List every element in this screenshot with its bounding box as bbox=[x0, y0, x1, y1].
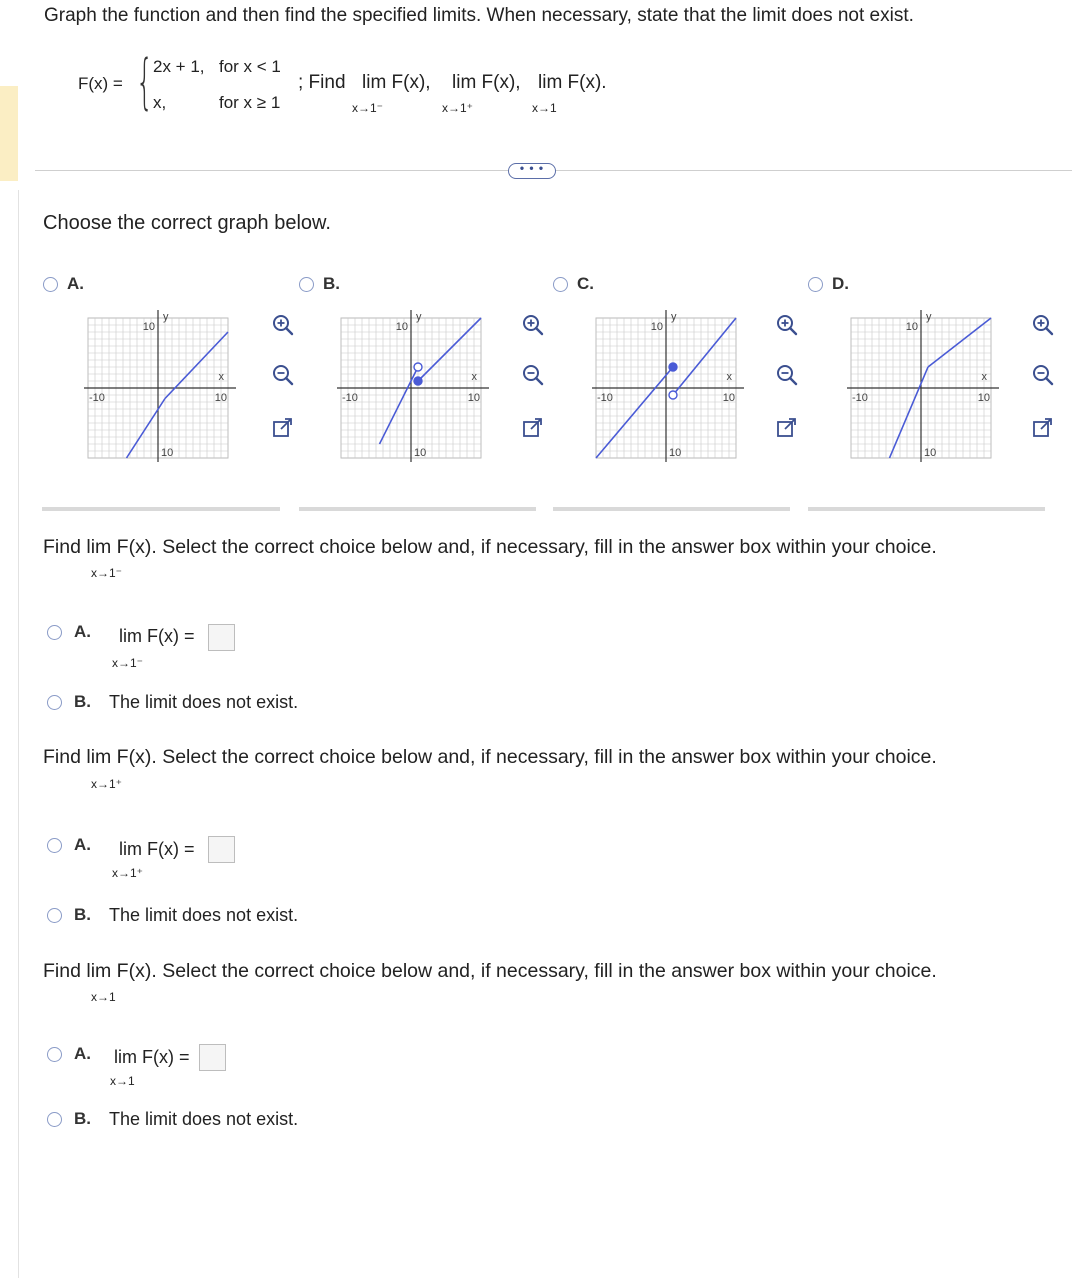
open-new-window-icon[interactable] bbox=[1030, 416, 1056, 442]
open-new-window-icon[interactable] bbox=[270, 416, 296, 442]
graph-prompt: Choose the correct graph below. bbox=[43, 212, 331, 234]
tick-label-right: 10 bbox=[467, 392, 480, 404]
find-lim2: lim F(x), bbox=[452, 72, 521, 93]
tick-label-left: -10 bbox=[852, 392, 868, 404]
q1-choice-b-text: The limit does not exist. bbox=[109, 692, 299, 712]
graph-option-2-plot bbox=[586, 308, 746, 468]
piece1-expr: 2x + 1, bbox=[153, 57, 205, 76]
graph-option-3-radio[interactable] bbox=[808, 277, 823, 292]
find-lim2-sub: x→1⁺ bbox=[442, 101, 474, 115]
tick-label-right: 10 bbox=[977, 392, 990, 404]
q3-choice-b-text: The limit does not exist. bbox=[109, 1109, 299, 1129]
graph-option-1-plot bbox=[331, 308, 491, 468]
q1-choice-b-radio[interactable] bbox=[47, 695, 62, 710]
open-new-window-icon[interactable] bbox=[774, 416, 800, 442]
graph-option-3-bar bbox=[808, 507, 1045, 511]
graph-option-3-letter: D. bbox=[832, 274, 849, 293]
tick-label-left: -10 bbox=[342, 392, 358, 404]
q1-choice-a-letter: A. bbox=[74, 622, 91, 641]
q3-answer-box[interactable] bbox=[199, 1044, 226, 1071]
brace: { bbox=[136, 47, 154, 117]
piece2-cond: for x ≥ 1 bbox=[219, 93, 281, 112]
zoom-in-icon[interactable] bbox=[774, 312, 800, 338]
y-axis-label: y bbox=[671, 311, 677, 323]
tick-label-top: 10 bbox=[142, 321, 155, 333]
zoom-out-icon[interactable] bbox=[1030, 362, 1056, 388]
tick-label-bottom: 10 bbox=[414, 447, 427, 459]
closed-point bbox=[414, 377, 422, 385]
tick-label-right: 10 bbox=[722, 392, 735, 404]
graph-option-2-bar bbox=[553, 507, 790, 511]
q1-choice-a-sub: x→1⁻ bbox=[112, 656, 144, 670]
tick-label-right: 10 bbox=[214, 392, 227, 404]
side-marker bbox=[0, 86, 18, 181]
q3-choice-b-letter: B. bbox=[74, 1109, 91, 1128]
find-lim3-sub: x→1 bbox=[532, 101, 557, 115]
q2-answer-box[interactable] bbox=[208, 836, 235, 863]
tick-label-bottom: 10 bbox=[924, 447, 937, 459]
graph-option-0-plot bbox=[78, 308, 238, 468]
q3-choice-a-radio[interactable] bbox=[47, 1047, 62, 1062]
y-axis-label: y bbox=[926, 311, 932, 323]
function-name: F(x) = bbox=[78, 74, 123, 93]
graph-option-2-radio[interactable] bbox=[553, 277, 568, 292]
piece2-expr: x, bbox=[153, 93, 167, 112]
q2-choice-a-sub: x→1⁺ bbox=[112, 866, 144, 880]
q2-choice-b-text: The limit does not exist. bbox=[109, 905, 299, 925]
question1: Find lim F(x). Select the correct choice below and, if necessary, fill in the answer box within your choice. bbox=[43, 536, 937, 558]
x-axis-label: x bbox=[218, 371, 224, 383]
find-lim1-sub: x→1⁻ bbox=[352, 101, 384, 115]
zoom-in-icon[interactable] bbox=[520, 312, 546, 338]
zoom-in-icon[interactable] bbox=[1030, 312, 1056, 338]
zoom-in-icon[interactable] bbox=[270, 312, 296, 338]
q2-choice-a-letter: A. bbox=[74, 835, 91, 854]
graph-option-0-letter: A. bbox=[67, 274, 84, 293]
graph-option-1-radio[interactable] bbox=[299, 277, 314, 292]
left-border bbox=[18, 190, 19, 1278]
y-axis-label: y bbox=[416, 311, 422, 323]
tick-label-top: 10 bbox=[395, 321, 408, 333]
graph-option-2-letter: C. bbox=[577, 274, 594, 293]
tick-label-left: -10 bbox=[89, 392, 105, 404]
q2-choice-b-radio[interactable] bbox=[47, 908, 62, 923]
find-lim3: lim F(x). bbox=[538, 72, 607, 93]
find-lim1: lim F(x), bbox=[362, 72, 431, 93]
q3-choice-a-lim: lim F(x) = bbox=[114, 1047, 190, 1067]
q1-choice-a-lim: lim F(x) = bbox=[119, 626, 195, 646]
zoom-out-icon[interactable] bbox=[270, 362, 296, 388]
question2-sub: x→1⁺ bbox=[91, 777, 123, 791]
tick-label-bottom: 10 bbox=[161, 447, 174, 459]
graph-option-1-letter: B. bbox=[323, 274, 340, 293]
piece1-cond: for x < 1 bbox=[219, 57, 281, 76]
x-axis-label: x bbox=[981, 371, 987, 383]
find-prefix: ; Find bbox=[298, 72, 346, 93]
q3-choice-b-radio[interactable] bbox=[47, 1112, 62, 1127]
x-axis-label: x bbox=[471, 371, 477, 383]
closed-point bbox=[669, 363, 677, 371]
y-axis-label: y bbox=[163, 311, 169, 323]
question3-sub: x→1 bbox=[91, 990, 116, 1004]
graph-option-0-radio[interactable] bbox=[43, 277, 58, 292]
open-new-window-icon[interactable] bbox=[520, 416, 546, 442]
x-axis-label: x bbox=[726, 371, 732, 383]
tick-label-top: 10 bbox=[650, 321, 663, 333]
question3: Find lim F(x). Select the correct choice below and, if necessary, fill in the answer box within your choice. bbox=[43, 960, 937, 982]
question2: Find lim F(x). Select the correct choice below and, if necessary, fill in the answer box within your choice. bbox=[43, 746, 937, 768]
instructions: Graph the function and then find the specified limits. When necessary, state that the limit does not exist. bbox=[44, 5, 914, 26]
question1-sub: x→1⁻ bbox=[91, 566, 123, 580]
q2-choice-b-letter: B. bbox=[74, 905, 91, 924]
open-point bbox=[414, 363, 422, 371]
q1-choice-a-radio[interactable] bbox=[47, 625, 62, 640]
q1-answer-box[interactable] bbox=[208, 624, 235, 651]
tick-label-bottom: 10 bbox=[669, 447, 682, 459]
tick-label-left: -10 bbox=[597, 392, 613, 404]
q3-choice-a-letter: A. bbox=[74, 1044, 91, 1063]
zoom-out-icon[interactable] bbox=[520, 362, 546, 388]
q3-choice-a-sub: x→1 bbox=[110, 1074, 135, 1088]
zoom-out-icon[interactable] bbox=[774, 362, 800, 388]
open-point bbox=[669, 391, 677, 399]
more-button[interactable]: • • • bbox=[508, 163, 556, 179]
graph-option-1-bar bbox=[299, 507, 536, 511]
graph-option-3-plot bbox=[841, 308, 1001, 468]
graph-option-0-bar bbox=[42, 507, 280, 511]
q1-choice-b-letter: B. bbox=[74, 692, 91, 711]
q2-choice-a-radio[interactable] bbox=[47, 838, 62, 853]
tick-label-top: 10 bbox=[905, 321, 918, 333]
q2-choice-a-lim: lim F(x) = bbox=[119, 839, 195, 859]
